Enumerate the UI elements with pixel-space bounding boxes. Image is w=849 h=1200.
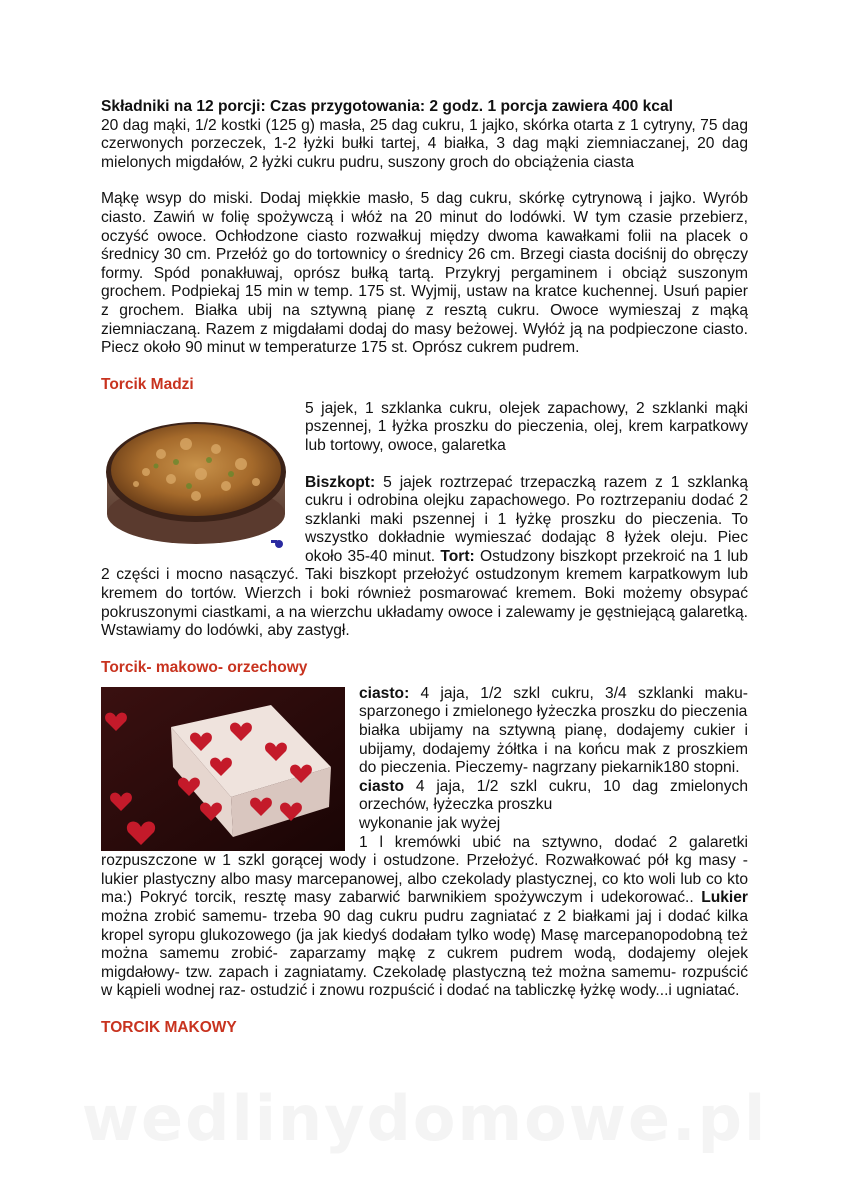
ciasto2-label: ciasto [359, 777, 405, 795]
ciasto1-text: 4 jaja, 1/2 szkl cukru, 3/4 szklanki maku-sparzonego i zmielonego łyżeczka proszku do pieczenia [359, 684, 748, 721]
recipe3-bialka: białka ubijamy na sztywną pianę, dodajemy cukier i ubijamy, dodajemy żółtka i na końcu mak z proszkiem do pieczenia. Pieczemy- nagrzany piekarnik180 stopni. [359, 722, 748, 777]
tort-label: Tort: [440, 547, 475, 565]
watermark: wedlinydomowe.pl [81, 1082, 768, 1155]
recipe2-ingredients: 5 jajek, 1 szklanka cukru, olejek zapachowy, 2 szklanki mąki pszennej, 1 łyżka proszku do pieczenia, olej, krem karpatkowy lub tortowy, owoce, galaretka [305, 399, 748, 454]
recipe3-method [101, 834, 748, 1001]
ciasto2-text: 4 jaja, 1/2 szkl cukru, 10 dag zmielonych orzechów, łyżeczka proszku [359, 777, 748, 814]
recipe3-title: Torcik- makowo- orzechowy [101, 658, 308, 676]
biszkopt-label: Biszkopt: [305, 473, 376, 491]
recipe3-wykonanie: wykonanie jak wyżej [359, 815, 501, 832]
biszkopt-text: 5 jajek roztrzepać trzepaczką razem z 1 szklanką cukru i odrobina olejku zapachowego. Po roztrzepaniu dodać 2 szklanki maki pszennej i 1 łyżkę proszku do pieczenia. To wszystko dokładnie wymieszać dodając 8 łyżek oleju. Piec około 35-40 minut. [305, 473, 748, 565]
lukier-text: można zrobić samemu- trzeba 90 dag cukru pudru zagniatać z 2 białkami jaj i dodać kilka kropel syropu glukozowego (ja jak kiedyś dodałam tylko wodę) Masę marcepanopodobną też można samemu zrobić- zaparzamy mąkę z cukrem pudrem wodą, dodajemy olejek migdałowy- tzw. zapach i zagniatamy. Czekoladę plastyczną też można samemu- rozpuścić w kąpieli wodnej raz- ostudzić i znowu rozpuścić i dodać na tabliczkę łyżkę wody...i ugniatać. [101, 907, 748, 1000]
recipe1-header: Składniki na 12 porcji: Czas przygotowania: 2 godz. 1 porcja zawiera 400 kcal [101, 98, 673, 115]
recipe4-title: TORCIK MAKOWY [101, 1018, 237, 1036]
cake-photo [101, 404, 291, 564]
recipe2-title: Torcik Madzi [101, 375, 194, 393]
tort-text: Ostudzony biszkopt przekroić na 1 lub 2 części i mocno nasączyć. Taki biszkopt przełożyć ostudzonym kremem karpatkowym lub kremem do tortów. Wierzch i boki również posmarować kremem. Boki możemy obsypać pokruszonymi ciastkami, a na wierzchu układamy owoce i zalewamy je gęstniejącą galaretką. Wstawiamy do lodówki, aby zastygł. [101, 547, 749, 640]
heart-cake-photo [101, 687, 345, 851]
ciasto1-label: ciasto: [359, 684, 410, 702]
document-page [101, 98, 748, 1037]
recipe1-ingredients: 20 dag mąki, 1/2 kostki (125 g) masła, 25 dag cukru, 1 jajko, skórka otarta z 1 cytryny, 75 dag czerwonych porzeczek, 1-2 łyżki bułki tartej, 4 białka, 3 dag mąki ziemniaczanej, 20 dag mielonych migdałów, 2 łyżki cukru pudru, suszony groch do obciążenia ciasta [101, 116, 748, 171]
main-text: 1 l kremówki ubić na sztywno, dodać 2 galaretki rozpuszczone w 1 szkl gorącej wody i ostudzone. Przełożyć. Rozwałkować pół kg masy - lukier plastyczny albo masy marcepanowej, albo czekolady plastycznej, co kto woli lub co kto ma:) Pokryć torcik, resztę masy zabarwić barwnikiem spożywczym i udekorować.. [101, 833, 748, 907]
lukier-label: Lukier [701, 889, 748, 907]
recipe1-method: Mąkę wsyp do miski. Dodaj miękkie masło, 5 dag cukru, skórkę cytrynową i jajko. Wyrób ciasto. Zawiń w folię spożywczą i włóż na 20 minut do lodówki. W tym czasie przebierz, oczyść owoce. Ochłodzone ciasto rozwałkuj między dwoma kawałkami folii na placek o średnicy 30 cm. Przełóż go do tortownicy o średnicy 26 cm. Brzegi ciasta dociśnij do obręczy formy. Spód ponakłuwaj, oprósz bułką tartą. Przykryj pergaminem i obciąż suszonym grochem. Podpiekaj 15 min w temp. 175 st. Wyjmij, ustaw na kratce kuchennej. Usuń papier z grochem. Białka ubij na sztywną pianę z resztą cukru. Owoce wymieszaj z mąką ziemniaczaną. Razem z migdałami dodaj do masy beżowej. Wyłóż ją na podpieczone ciasto. Piecz około 90 minut w temperaturze 175 st. Oprósz cukrem pudrem. [101, 190, 748, 357]
